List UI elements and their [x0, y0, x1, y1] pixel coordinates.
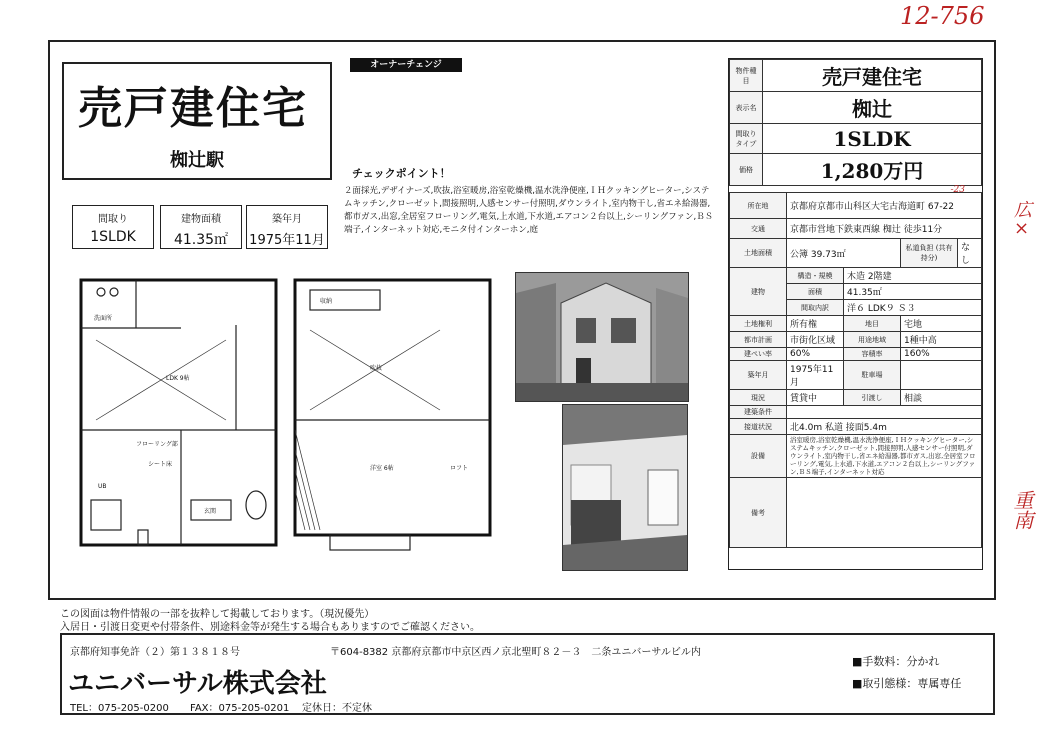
- deal-row: [852, 675, 961, 691]
- interior-photo: [562, 404, 688, 571]
- equip-value: 浴室暖房,浴室乾燥機,温水洗浄便座,ＩＨクッキングヒーター,システムキッチン,クローゼット,間接照明,人感センサー付照明,ダウンライト,室内物干し,省エネ給湯器,都市ガス,出窓,全居室フローリング,電気,上水道,下水道,エアコン２台以上,シーリングファン,ＢＳ端子,インターネット対応: [787, 435, 982, 478]
- rights-label: 土地権利: [730, 316, 787, 332]
- fp1-label-ub: UB: [98, 483, 107, 490]
- status-value: 賃貸中: [787, 390, 844, 406]
- equip-label: 設備: [730, 435, 787, 478]
- owner-change-badge: オーナーチェンジ: [350, 58, 462, 72]
- deal-value: 専属専任: [917, 677, 962, 690]
- layout-value: 1SLDK: [763, 124, 982, 154]
- zone-label: 用途地域: [844, 332, 901, 348]
- address-value: 京都府京都市山科区大宅古海道町 67-22: [790, 202, 955, 212]
- parking-label: 駐車場: [844, 361, 901, 390]
- bcr-label: 建ぺい率: [730, 348, 787, 361]
- handwritten-note-1: 広×: [1011, 200, 1032, 239]
- handwritten-note-2: 重南: [1010, 490, 1034, 530]
- name-label: 表示名: [730, 92, 763, 124]
- fp2-label-storage: 収納: [320, 298, 333, 305]
- floor-area-value: 41.35㎡: [844, 284, 982, 300]
- road-label: 接道状況: [730, 419, 787, 435]
- struct-label: 構造・規模: [787, 268, 844, 284]
- layout-label: 間取りタイプ: [730, 124, 763, 154]
- rooms-value: 洋６ LDK９ Ｓ３: [844, 300, 982, 316]
- rooms-label: 間取内訳: [787, 300, 844, 316]
- bldg-label: 建物: [730, 268, 787, 316]
- area-box: [160, 205, 242, 249]
- handover-label: 引渡し: [844, 390, 901, 406]
- madori-value: 1SLDK: [90, 229, 136, 245]
- area-value: 41.35㎡: [173, 232, 229, 248]
- far-label: 容積率: [844, 348, 901, 361]
- footer-notice-1: この図面は物件情報の一部を抜粋して掲載しております。（現況優先）: [60, 609, 375, 620]
- price-label: 価格: [730, 154, 763, 186]
- price-value: 1,280万円: [763, 154, 982, 186]
- built-value: 1975年11月: [249, 233, 325, 248]
- landcat-value: 宅地: [901, 316, 982, 332]
- type-label: 物件種目: [730, 60, 763, 92]
- status-label: 現況: [730, 390, 787, 406]
- interior-illustration: [563, 405, 687, 570]
- private-road-value: なし: [958, 239, 982, 268]
- company-holiday: 定休日：不定休: [302, 703, 372, 714]
- handover-value: 相談: [901, 390, 982, 406]
- license-text: 京都府知事免許（２）第１３８１８号: [70, 647, 240, 658]
- struct-value: 木造 2階建: [844, 268, 982, 284]
- land-value: 公簿 39.73㎡: [787, 239, 901, 268]
- handwritten-number: 12-756: [900, 2, 985, 30]
- bcr-value: 60%: [787, 348, 844, 361]
- deal-label: ■取引態様：: [852, 677, 918, 690]
- plan-value: 市街化区域: [787, 332, 844, 348]
- company-box: [60, 633, 995, 715]
- far-value: 160%: [901, 348, 982, 361]
- company-name: ユニバーサル株式会社: [68, 669, 327, 699]
- remarks-value: [787, 478, 982, 548]
- area-label: 建物面積: [181, 214, 221, 225]
- plan-label: 都市計画: [730, 332, 787, 348]
- fp1-label-sheet: シート床: [148, 461, 173, 468]
- fp1-label-ldk: LDK 9帖: [166, 375, 190, 382]
- floorplan-1f: [76, 270, 286, 570]
- built-label: 築年月: [272, 214, 302, 225]
- fp1-label-entrance: 玄関: [204, 508, 217, 515]
- fee-label: ■手数料：: [852, 655, 907, 668]
- floorplan-2f: [290, 270, 500, 570]
- rights-value: 所有権: [787, 316, 844, 332]
- company-address: 〒604-8382 京都府京都市中京区西ノ京北聖町８２－３ 二条ユニバーサルビル内: [330, 647, 701, 658]
- remarks-label: 備考: [730, 478, 787, 548]
- other-value: [787, 406, 982, 419]
- floor-area-label: 面積: [787, 284, 844, 300]
- madori-label: 間取り: [98, 214, 128, 225]
- address-correction: -23: [950, 185, 965, 195]
- landcat-label: 地目: [844, 316, 901, 332]
- built-value-r: 1975年11月: [787, 361, 844, 390]
- title-box: [62, 62, 332, 180]
- transport-value: 京都市営地下鉄東西線 椥辻 徒歩11分: [787, 219, 982, 239]
- transport-label: 交通: [730, 219, 787, 239]
- land-label: 土地面積: [730, 239, 787, 268]
- fee-row: [852, 653, 939, 669]
- company-tel: TEL：075-205-0200: [70, 703, 169, 714]
- spec-header-table: [729, 59, 982, 186]
- checkpoint-title: チェックポイント！: [352, 167, 451, 180]
- exterior-photo: [515, 272, 689, 402]
- other-label: 建築条件: [730, 406, 787, 419]
- fp1-label-flooring: フローリング部: [136, 441, 178, 448]
- spec-detail-table: [729, 185, 982, 548]
- road-value: 北4.0m 私道 接面5.4m: [787, 419, 982, 435]
- parking-value: [901, 361, 982, 390]
- built-box: [246, 205, 328, 249]
- fp2-label-loft: ロフト: [450, 465, 469, 472]
- address-label: 所在地: [730, 193, 787, 219]
- house-exterior-illustration: [516, 273, 688, 401]
- fp1-label-washroom: 洗面所: [94, 315, 113, 322]
- spec-panel: [728, 58, 983, 570]
- company-fax: FAX：075-205-0201: [190, 703, 290, 714]
- name-value: 椥辻: [763, 92, 982, 124]
- built-label-r: 築年月: [730, 361, 787, 390]
- fp2-label-void: 吹抜: [370, 365, 383, 372]
- zone-value: 1種中高: [901, 332, 982, 348]
- madori-box: [72, 205, 154, 249]
- checkpoint-body: ２面採光,デザイナーズ,吹抜,浴室暖房,浴室乾燥機,温水洗浄便座,ＩＨクッキングヒーター,システムキッチン,クローゼット,間接照明,人感センサー付照明,ダウンライト,室内物干し,省エネ給湯器,都市ガス,出窓,全居室フローリング,電気,上水道,下水道,エアコン２台以上,シーリングファン,ＢＳ端子,インターネット対応,モニタ付インターホン,庭: [344, 186, 714, 235]
- type-value: 売戸建住宅: [763, 60, 982, 92]
- footer-notice-2: 入居日・引渡日変更や付帯条件、別途料金等が発生する場合もありますのでご確認ください。: [60, 622, 480, 633]
- fp2-label-room: 洋室 6帖: [370, 465, 394, 472]
- private-road-label: 私道負担 (共有持分): [901, 239, 958, 268]
- fee-value: 分かれ: [906, 655, 940, 668]
- station-name: 椥辻駅: [170, 150, 224, 171]
- page-title: 売戸建住宅: [78, 83, 308, 134]
